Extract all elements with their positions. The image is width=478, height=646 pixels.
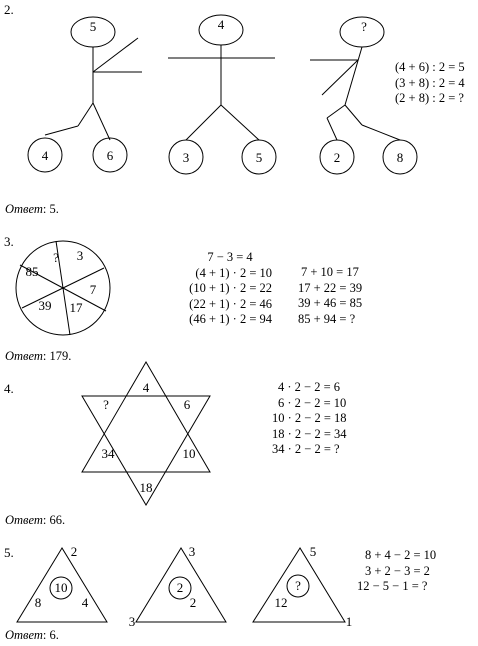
equation-line: 17 + 22 = 39 <box>298 280 363 295</box>
equation-list <box>395 60 465 107</box>
triangle-corner-value: 12 <box>274 595 288 610</box>
triangle-corner-value: 3 <box>188 544 196 559</box>
foot-value: 2 <box>333 150 341 165</box>
foot-value: 5 <box>255 150 263 165</box>
equation-line: (4 + 1) · 2 = 10 <box>195 265 272 280</box>
equation-list <box>260 380 380 458</box>
triangle-corner-value: 3 <box>128 614 136 629</box>
answer-label: Ответ <box>5 513 43 527</box>
triangle-corner-value: 8 <box>34 595 42 610</box>
problem-number-3: 3. <box>4 234 14 249</box>
star-value: 34 <box>101 446 115 461</box>
answer-label: Ответ <box>5 202 43 216</box>
answer-line <box>5 513 65 528</box>
head-value: ? <box>361 19 367 34</box>
foot-value: 3 <box>182 150 190 165</box>
answer-line <box>5 202 59 217</box>
equation-line: (46 + 1) · 2 = 94 <box>189 312 272 326</box>
head-value: 4 <box>217 17 225 32</box>
star-value: 4 <box>142 380 150 395</box>
equation-line: (22 + 1) · 2 = 46 <box>189 296 272 311</box>
wheel-value: 3 <box>76 248 84 263</box>
equation-line: (10 + 1) · 2 = 22 <box>189 281 272 295</box>
star-value: ? <box>103 397 109 412</box>
equation-list <box>172 250 272 328</box>
wheel-value: ? <box>53 250 59 265</box>
answer-line <box>5 349 71 364</box>
triangle-corner-value: 2 <box>70 544 78 559</box>
equation-line: 12 − 5 − 1 = ? <box>357 579 428 593</box>
equation-line: 7 + 10 = 17 <box>301 265 359 279</box>
equation-line: (2 + 8) : 2 = ? <box>395 91 464 105</box>
triangle-center-value: 2 <box>176 580 184 595</box>
problem-number-4: 4. <box>4 381 14 396</box>
equation-line: 8 + 4 − 2 = 10 <box>365 548 437 562</box>
triangle-center-value: ? <box>295 578 301 593</box>
answer-label: Ответ <box>5 349 43 363</box>
answer-value: : 66. <box>42 513 66 527</box>
foot-value: 4 <box>41 148 49 163</box>
wheel-value: 17 <box>69 300 83 315</box>
equation-line: 6 · 2 − 2 = 10 <box>278 395 347 410</box>
star-value: 18 <box>139 480 153 495</box>
equation-line: 4 · 2 − 2 = 6 <box>278 380 341 394</box>
triangle-corner-value: 1 <box>345 614 353 629</box>
foot-value: 8 <box>396 150 404 165</box>
wheel-value: 7 <box>89 282 97 297</box>
equation-line: 39 + 46 = 85 <box>298 296 363 310</box>
equation-line: 3 + 2 − 3 = 2 <box>365 563 430 578</box>
equation-list <box>298 265 362 327</box>
foot-value: 6 <box>106 148 114 163</box>
triangle-corner-value: 5 <box>309 544 317 559</box>
equation-line: 7 − 3 = 4 <box>207 250 253 264</box>
answer-value: : 179. <box>42 349 72 363</box>
answer-label: Ответ <box>5 628 43 642</box>
problem-number-2: 2. <box>4 2 14 17</box>
equation-line: (3 + 8) : 2 = 4 <box>395 75 465 90</box>
equation-line: 18 · 2 − 2 = 34 <box>272 426 347 441</box>
equation-list <box>357 548 436 595</box>
equation-line: 10 · 2 − 2 = 18 <box>272 411 347 425</box>
triangle-corner-value: 2 <box>189 595 197 610</box>
equation-line: 34 · 2 − 2 = ? <box>272 442 340 456</box>
star-value: 10 <box>182 446 196 461</box>
wheel-value: 39 <box>38 298 52 313</box>
problem-number-5: 5. <box>4 545 14 560</box>
answer-value: : 5. <box>42 202 59 216</box>
wheel-value: 85 <box>25 264 39 279</box>
equation-line: (4 + 6) : 2 = 5 <box>395 60 465 74</box>
equation-line: 85 + 94 = ? <box>298 311 356 326</box>
answer-line <box>5 628 59 643</box>
head-value: 5 <box>89 19 97 34</box>
triangle-corner-value: 4 <box>81 595 89 610</box>
star-value: 6 <box>183 397 191 412</box>
answer-value: : 6. <box>42 628 59 642</box>
triangle-center-value: 10 <box>54 580 68 595</box>
